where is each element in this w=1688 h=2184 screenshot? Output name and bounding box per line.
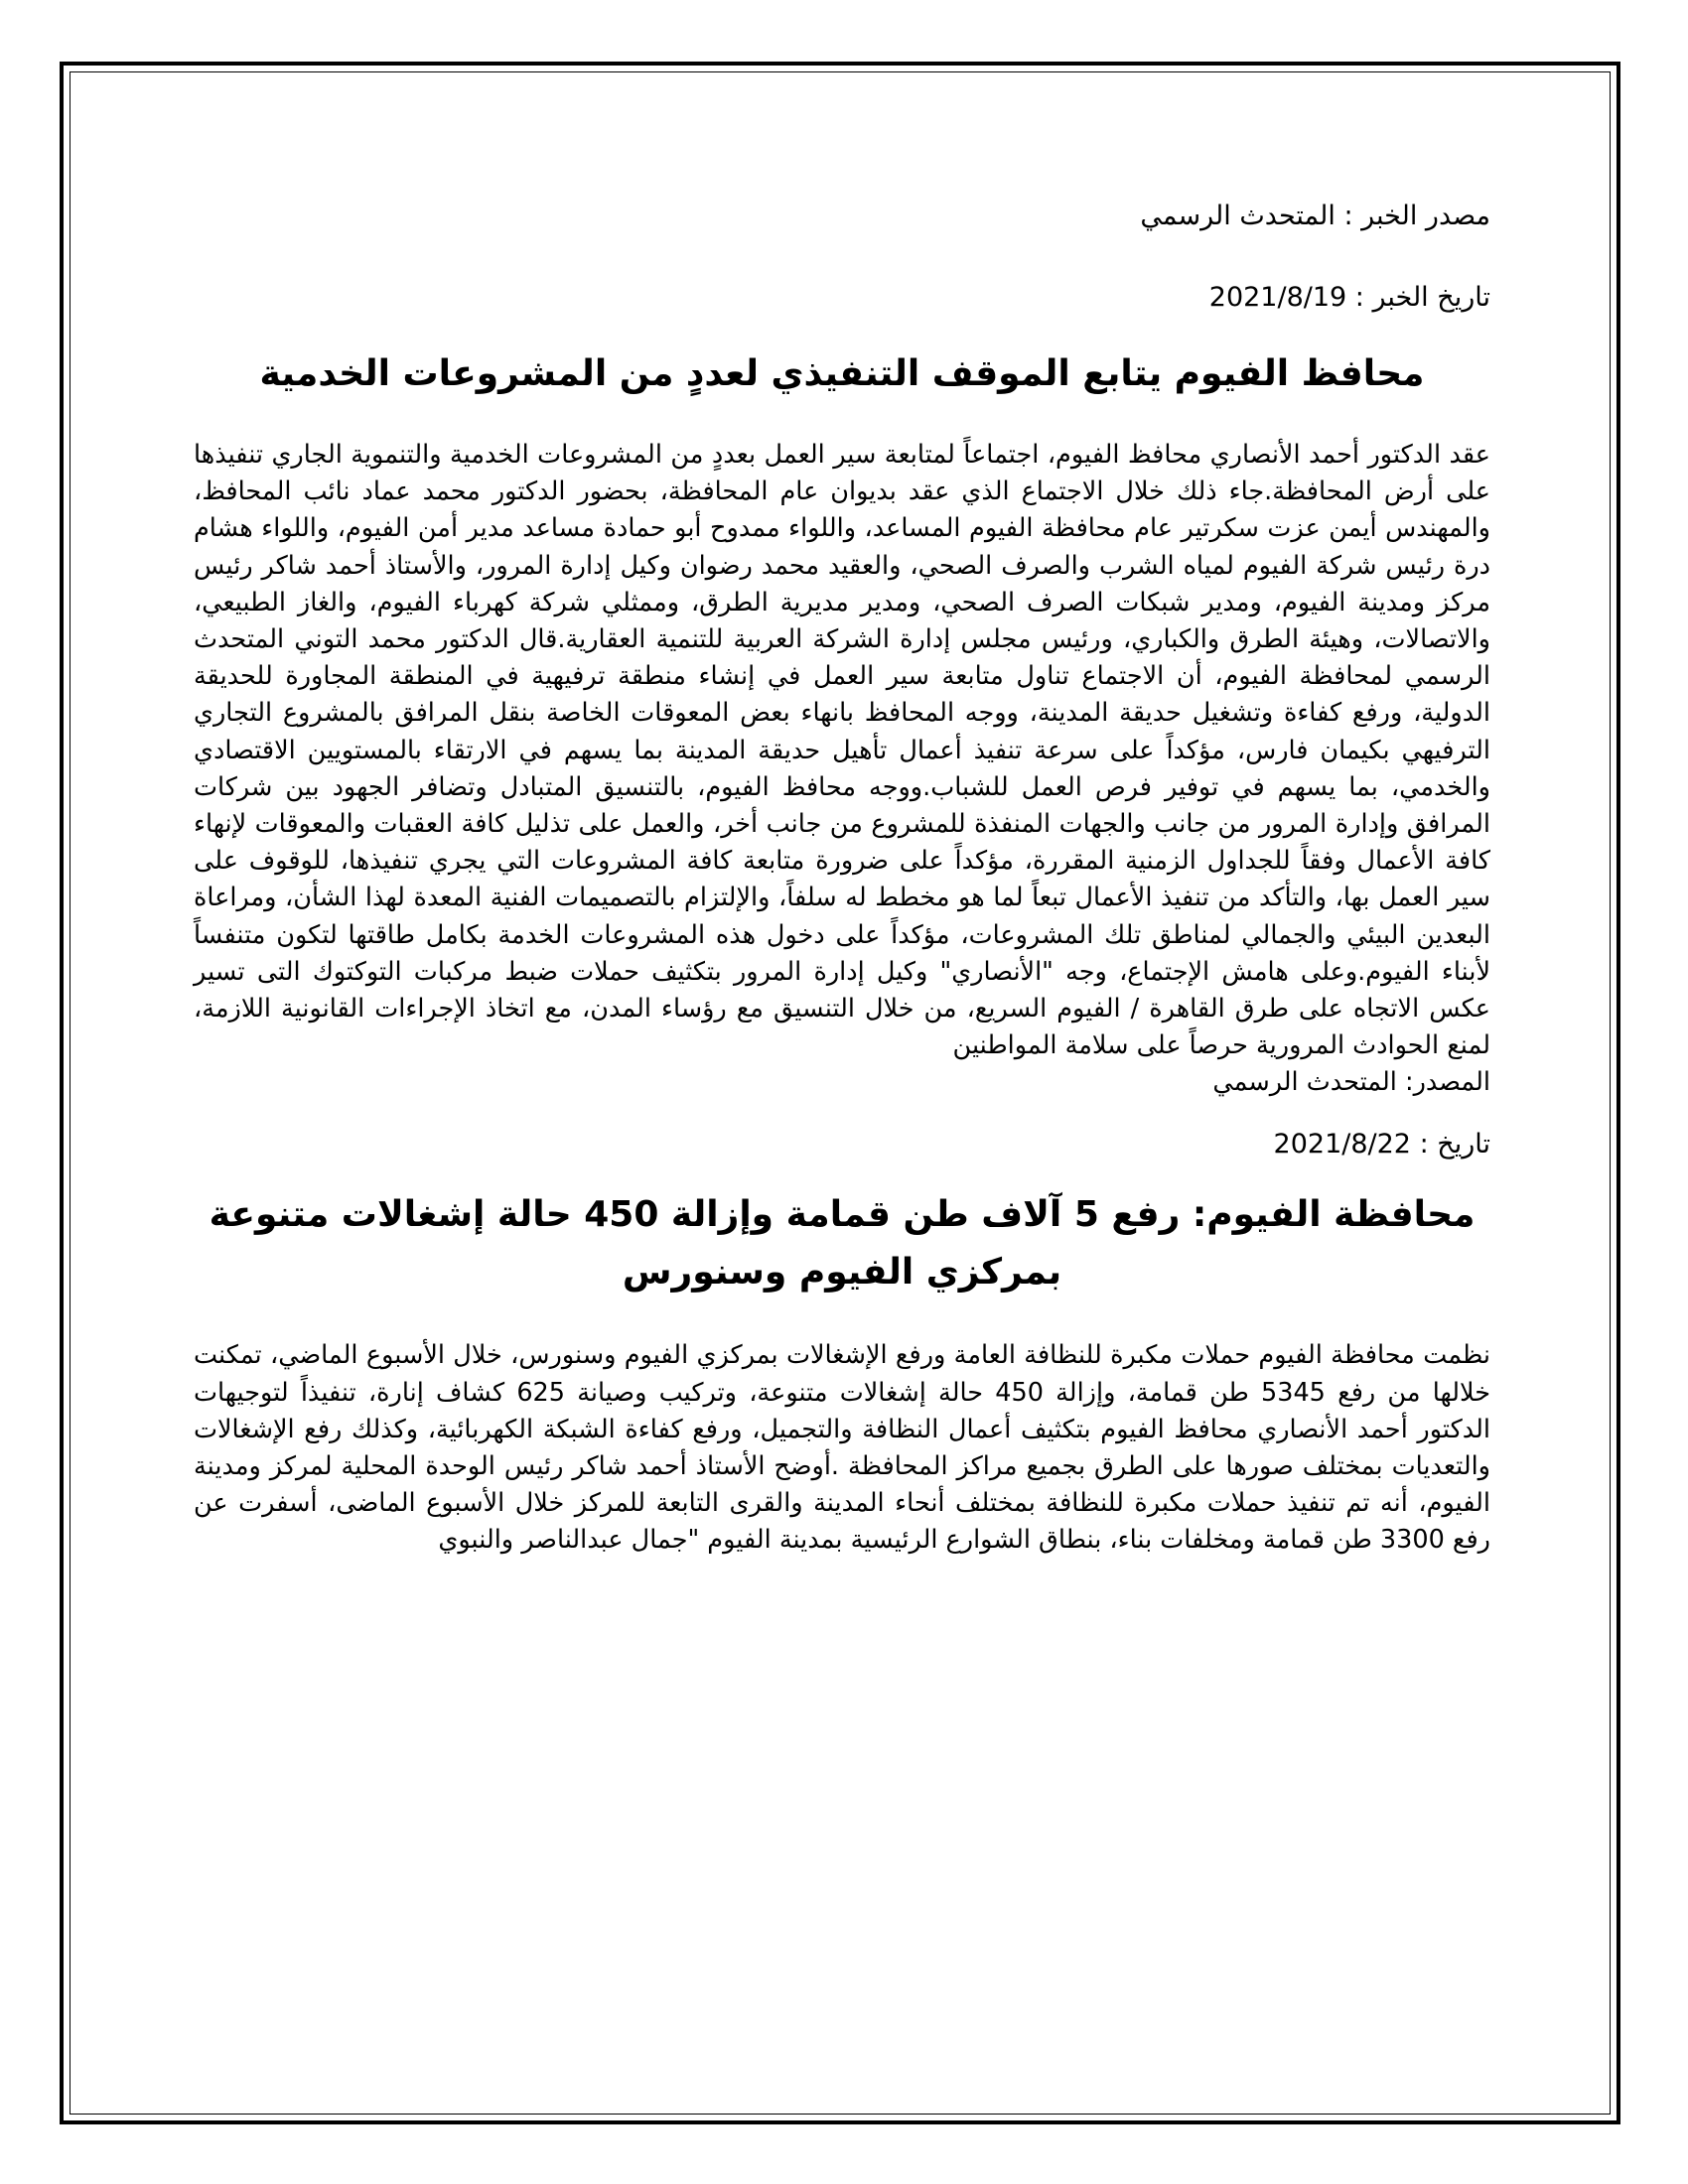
article-2 [194,1127,1490,1559]
news-date-label: تاريخ الخبر : 2021/8/19 [1208,282,1490,313]
news-source-label: مصدر الخبر : المتحدث الرسمي [1140,201,1490,231]
article-1-title: محافظ الفيوم يتابع الموقف التنفيذي لعددٍ من المشروعات الخدمية [259,353,1425,394]
document-content [194,199,1490,1560]
article-1 [194,199,1490,1101]
article-1-body: عقد الدكتور أحمد الأنصاري محافظ الفيوم، اجتماعاً لمتابعة سير العمل بعددٍ من المشروعات الخدمية والتنموية الجاري تنفيذها على أرض المحافظة.جاء ذلك خلال الاجتماع الذي عقد بديوان عام المحافظة، بحضور الدكتور محمد عماد نائب المحافظ، والمهندس أيمن عزت سكرتير عام محافظة الفيوم المساعد، واللواء ممدوح أبو حمادة مساعد مدير أمن الفيوم، واللواء هشام درة رئيس شركة الفيوم لمياه الشرب والصرف الصحي، والعقيد محمد رضوان وكيل إدارة المرور، والأستاذ أحمد شاكر رئيس مركز ومدينة الفيوم، ومدير شبكات الصرف الصحي، ومدير مديرية الطرق، وممثلي شركة كهرباء الفيوم، والغاز الطبيعي، والاتصالات، وهيئة الطرق والكباري، ورئيس مجلس إدارة الشركة العربية للتنمية العقارية.قال الدكتور محمد التوني المتحدث الرسمي لمحافظة الفيوم، أن الاجتماع تناول متابعة سير العمل في إنشاء منطقة ترفيهية في المنطقة المجاورة للحديقة الدولية، ورفع كفاءة وتشغيل حديقة المدينة، ووجه المحافظ بانهاء بعض المعوقات الخاصة بنقل المرافق بالمشروع التجاري الترفيهي بكيمان فارس، مؤكداً على سرعة تنفيذ أعمال تأهيل حديقة المدينة بما يسهم في الارتقاء بالمستويين الاقتصادي والخدمي، بما يسهم في توفير فرص العمل للشباب.ووجه محافظ الفيوم، بالتنسيق المتبادل وتضافر الجهود بين شركات المرافق وإدارة المرور من جانب والجهات المنفذة للمشروع من جانب أخر، والعمل على تذليل كافة العقبات والمعوقات لإنهاء كافة الأعمال وفقاً للجداول الزمنية المقررة، مؤكداً على ضرورة متابعة كافة المشروعات التي يجري تنفيذها، للوقوف على سير العمل بها، والتأكد من تنفيذ الأعمال تبعاً لما هو مخطط له سلفاً، والإلتزام بالتصميمات الفنية المعدة لهذا الشأن، ومراعاة البعدين البيئي والجمالي لمناطق تلك المشروعات، مؤكداً على دخول هذه المشروعات الخدمة بكامل طاقتها لتكون متنفساً لأبناء الفيوم.وعلى هامش الإجتماع، وجه "الأنصاري" وكيل إدارة المرور بتكثيف حملات ضبط مركبات التوكتوك التى تسير عكس الاتجاه على طرق القاهرة / الفيوم السريع، من خلال التنسيق مع رؤساء المدن، مع اتخاذ الإجراءات القانونية اللازمة، لمنع الحوادث المرورية حرصاً على سلامة المواطنين [194,440,1490,1061]
article-2-title: محافظة الفيوم: رفع 5 آلاف طن قمامة وإزالة 450 حالة إشغالات متنوعة بمركزي الفيوم وسنورس [209,1194,1476,1294]
article-2-body: نظمت محافظة الفيوم حملات مكبرة للنظافة العامة ورفع الإشغالات بمركزي الفيوم وسنورس، خلال الأسبوع الماضي، تمكنت خلالها من رفع 5345 طن قمامة، وإزالة 450 حالة إشغالات متنوعة، وتركيب وصيانة 625 كشاف إنارة، تنفيذاً لتوجيهات الدكتور أحمد الأنصاري محافظ الفيوم بتكثيف أعمال النظافة والتجميل، ورفع كفاءة الشبكة الكهربائية، وكذلك رفع الإشغالات والتعديات بمختلف صورها على الطرق بجميع مراكز المحافظة .أوضح الأستاذ أحمد شاكر رئيس الوحدة المحلية لمركز ومدينة الفيوم، أنه تم تنفيذ حملات مكبرة للنظافة بمختلف أنحاء المدينة والقرى التابعة للمركز خلال الأسبوع الماضى، أسفرت عن رفع 3300 طن قمامة ومخلفات بناء، بنطاق الشوارع الرئيسية بمدينة الفيوم "جمال عبدالناصر والنبوي [194,1340,1490,1556]
article-1-source-footer: المصدر: المتحدث الرسمي [1212,1067,1490,1098]
article-2-date-label: تاريخ : 2021/8/22 [1273,1129,1490,1160]
